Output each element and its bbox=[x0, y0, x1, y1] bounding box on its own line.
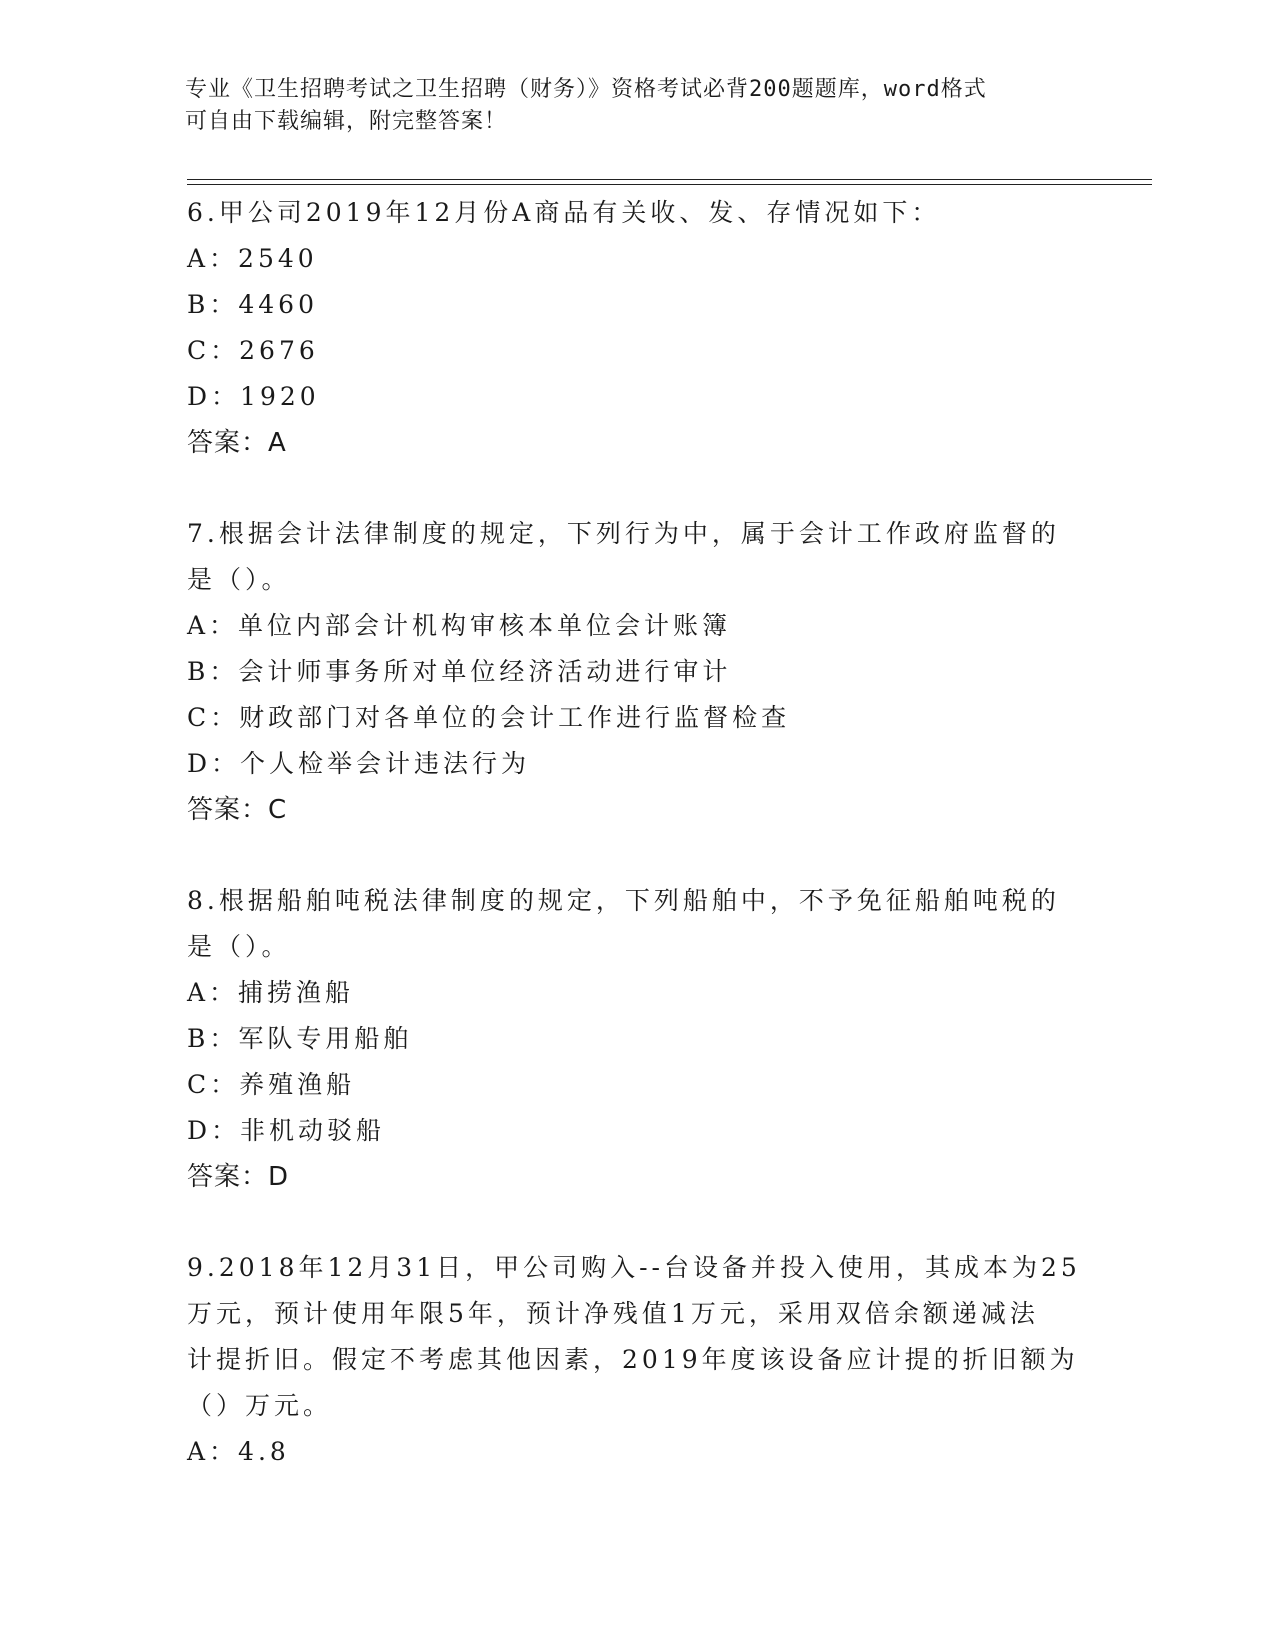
question-stem: 6.甲公司2019年12月份A商品有关收、发、存情况如下： bbox=[187, 198, 941, 227]
answer-label: 答案：A bbox=[187, 428, 287, 458]
option-a: A：2540 bbox=[187, 244, 318, 273]
option-c: C：养殖渔船 bbox=[187, 1070, 356, 1099]
answer-label: 答案：D bbox=[187, 1162, 290, 1192]
question-stem: 计提折旧。假定不考虑其他因素，2019年度该设备应计提的折旧额为 bbox=[187, 1345, 1079, 1374]
question-stem: 是（）。 bbox=[187, 565, 291, 594]
header-divider-top bbox=[187, 179, 1152, 180]
question-7 bbox=[187, 511, 1087, 833]
question-stem: 8.根据船舶吨税法律制度的规定，下列船舶中，不予免征船舶吨税的 bbox=[187, 886, 1060, 915]
question-stem: 是（）。 bbox=[187, 932, 291, 961]
document-header bbox=[185, 74, 1085, 138]
question-6 bbox=[187, 190, 1087, 466]
option-c: C：2676 bbox=[187, 336, 319, 365]
option-a: A：单位内部会计机构审核本单位会计账簿 bbox=[187, 611, 732, 640]
question-stem: 9.2018年12月31日，甲公司购入--台设备并投入使用，其成本为25 bbox=[187, 1253, 1081, 1282]
option-b: B：4460 bbox=[187, 290, 318, 319]
option-d: D：1920 bbox=[187, 382, 320, 411]
option-a: A：4.8 bbox=[187, 1437, 290, 1466]
header-divider-bottom bbox=[187, 184, 1152, 185]
header-line-1: 专业《卫生招聘考试之卫生招聘（财务）》资格考试必背200题题库，word格式 bbox=[185, 77, 987, 102]
option-b: B：军队专用船舶 bbox=[187, 1024, 413, 1053]
answer-label: 答案：C bbox=[187, 795, 288, 825]
question-list bbox=[187, 190, 1087, 1475]
question-stem: 7.根据会计法律制度的规定，下列行为中，属于会计工作政府监督的 bbox=[187, 519, 1060, 548]
question-stem: （）万元。 bbox=[187, 1391, 333, 1420]
question-9 bbox=[187, 1245, 1087, 1475]
option-b: B：会计师事务所对单位经济活动进行审计 bbox=[187, 657, 732, 686]
option-a: A：捕捞渔船 bbox=[187, 978, 355, 1007]
header-line-2: 可自由下载编辑，附完整答案！ bbox=[185, 109, 508, 134]
option-d: D：个人检举会计违法行为 bbox=[187, 749, 531, 778]
option-c: C：财政部门对各单位的会计工作进行监督检查 bbox=[187, 703, 791, 732]
option-d: D：非机动驳船 bbox=[187, 1116, 386, 1145]
question-8 bbox=[187, 878, 1087, 1200]
question-stem: 万元，预计使用年限5年，预计净残值1万元，采用双倍余额递减法 bbox=[187, 1299, 1039, 1328]
